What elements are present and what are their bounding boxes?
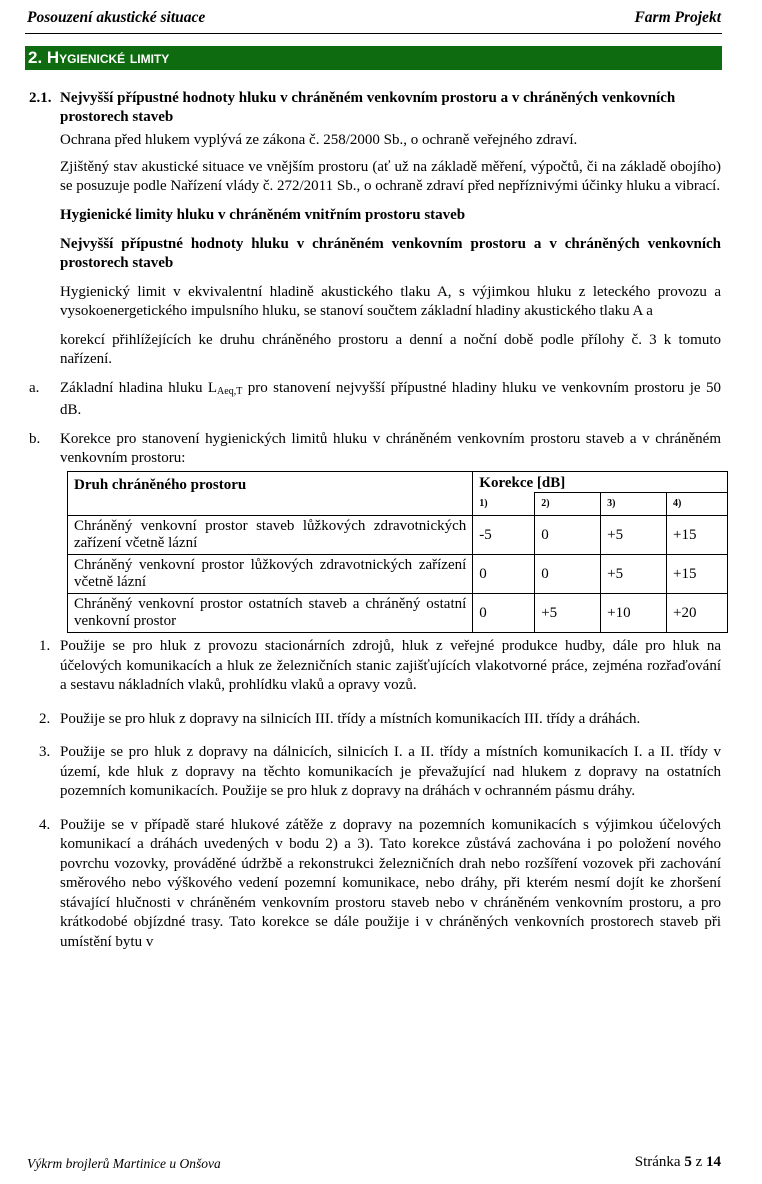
table-row bbox=[68, 594, 728, 633]
footnote-list bbox=[29, 637, 721, 952]
subsection-title: Nejvyšší přípustné hodnoty hluku v chráněném venkovním prostoru a v chráněných venkovních prostorech staveb bbox=[60, 90, 676, 125]
table-cell-label: Chráněný venkovní prostor staveb lůžkových zdravotnických zařízení včetně lázní bbox=[68, 516, 473, 555]
table-subheader-1: 1) bbox=[473, 493, 535, 516]
table-cell-value: 0 bbox=[473, 594, 535, 633]
table-cell-value: +5 bbox=[601, 516, 667, 555]
page-of: z bbox=[695, 1154, 703, 1170]
table-cell-value: -5 bbox=[473, 516, 535, 555]
footnote-text: Použije se pro hluk z dopravy na silnicích III. třídy a místních komunikacích III. třídy a dráhách. bbox=[60, 710, 641, 727]
list-text-a-pre: Základní hladina hluku L bbox=[60, 380, 218, 396]
footnote-number: 4. bbox=[39, 816, 51, 833]
current-page: 5 bbox=[684, 1154, 692, 1170]
list-item-b bbox=[29, 430, 721, 468]
paragraph-limit-definition: Hygienický limit v ekvivalentní hladině akustického tlaku A, s výjimkou hluku z leteckého provozu a vysokoenergetického impulsního hluku, se stanoví součtem základní hladiny akustického tlaku A a bbox=[60, 284, 721, 319]
footnote-text: Použije se pro hluk z provozu stacionárních zdrojů, hluk z veřejné produkce hudby, dále pro hluk na účelových komunikacích a hluk ze železničních stanic zajišťujících vlakotvorné práce, zejména rozřaďování a sestavu nákladních vlaků, prohlídku vlaků a opravy vozů. bbox=[60, 638, 721, 693]
paragraph-law: Ochrana před hlukem vyplývá ze zákona č. 258/2000 Sb., o ochraně veřejného zdraví. bbox=[60, 132, 578, 148]
total-pages: 14 bbox=[706, 1154, 721, 1170]
body-text bbox=[29, 131, 721, 321]
table-cell-value: 0 bbox=[535, 516, 601, 555]
heading-outdoor-limits: Nejvyšší přípustné hodnoty hluku v chráněném venkovním prostoru a v chráněných venkovních prostorech staveb bbox=[60, 236, 721, 271]
list-text-b: Korekce pro stanovení hygienických limitů hluku v chráněném venkovním prostoru staveb a v chráněném venkovním prostoru: bbox=[60, 431, 721, 466]
table-subheader-2: 2) bbox=[535, 493, 601, 516]
table-header-row bbox=[68, 472, 728, 493]
table-header-type: Druh chráněného prostoru bbox=[68, 472, 473, 516]
list-item bbox=[29, 743, 721, 802]
table-row bbox=[68, 516, 728, 555]
page-number bbox=[635, 1154, 721, 1171]
list-item bbox=[29, 637, 721, 696]
table-cell-value: 0 bbox=[473, 555, 535, 594]
header-document-title: Posouzení akustické situace bbox=[27, 9, 206, 26]
paragraph-assessment: Zjištěný stav akustické situace ve vnějším prostoru (ať už na základě měření, výpočtů, či na základě obojího) se posuzuje podle Nařízení vlády č. 272/2011 Sb., o ochraně zdraví před nepříznivými účinky hluku a vibrací. bbox=[60, 159, 721, 194]
table-cell-value: +15 bbox=[667, 555, 728, 594]
list-label-a: a. bbox=[29, 380, 40, 396]
heading-indoor-limits: Hygienické limity hluku v chráněném vnitřním prostoru staveb bbox=[60, 207, 466, 223]
table-subheader-3: 3) bbox=[601, 493, 667, 516]
table-cell-value: +5 bbox=[601, 555, 667, 594]
paragraph-corrections: korekcí přihlížejících ke druhu chráněného prostoru a denní a noční době podle přílohy č. 3 k tomuto nařízení. bbox=[60, 332, 721, 367]
list-item bbox=[29, 816, 721, 953]
header-divider bbox=[25, 33, 722, 34]
table-cell-value: 0 bbox=[535, 555, 601, 594]
footnote-number: 2. bbox=[39, 710, 51, 727]
table-row bbox=[68, 555, 728, 594]
list-item bbox=[29, 710, 721, 730]
corrections-table bbox=[67, 471, 728, 633]
subsection-heading bbox=[29, 89, 721, 127]
list-label-b: b. bbox=[29, 431, 41, 447]
footnote-number: 1. bbox=[39, 638, 51, 654]
list-text-a-post: pro stanovení nejvyšší přípustné hladiny hluku ve venkovním prostoru je 50 dB. bbox=[60, 380, 722, 418]
table-subheader-4: 4) bbox=[667, 493, 728, 516]
table-cell-value: +10 bbox=[601, 594, 667, 633]
subsection-number: 2.1. bbox=[29, 90, 52, 106]
list-item-a bbox=[29, 379, 721, 420]
table-cell-label: Chráněný venkovní prostor ostatních staveb a chráněný ostatní venkovní prostor bbox=[68, 594, 473, 633]
footer-project-name: Výkrm brojlerů Martinice u Onšova bbox=[27, 1156, 221, 1171]
header-company: Farm Projekt bbox=[634, 9, 721, 26]
list-text-a-sub: Aeq,T bbox=[217, 386, 243, 397]
table-cell-value: +20 bbox=[667, 594, 728, 633]
table-cell-value: +15 bbox=[667, 516, 728, 555]
page-content bbox=[29, 89, 721, 966]
section-heading: 2. Hygienické limity bbox=[25, 46, 722, 70]
footnote-text: Použije se v případě staré hlukové zátěže z dopravy na pozemních komunikacích s výjimkou účelových komunikací a dráhách uvedených v bodu 2) a 3). Tato korekce zůstává zachována i po položení nového povrchu vozovky, prováděné údržbě a rekonstrukci železničních drah nebo rozšíření vozovek při zachování směrového nebo výškového vedení pozemní komunikace, nebo dráhy, při kterém nesmí dojít ke zhoršení stávající hlučnosti v chráněném venkovním prostoru staveb nebo v chráněném venkovním prostoru, a pro krátkodobé objízdné trasy. Tato korekce se dále použije i v chráněných venkovních prostorech staveb při umístění bytu v bbox=[60, 816, 721, 950]
table-cell-label: Chráněný venkovní prostor lůžkových zdravotnických zařízení včetně lázní bbox=[68, 555, 473, 594]
page-label: Stránka bbox=[634, 1154, 681, 1170]
footnote-text: Použije se pro hluk z dopravy na dálnicích, silnicích I. a II. třídy a místních komunikacích I. a II. třídy v území, kde hluk z dopravy na těchto komunikacích je převažující nad hlukem z dopravy na ostatních pozemních komunikacích. Použije se pro hluk z dopravy na dráhách v ochranném pásmu dráhy. bbox=[60, 744, 721, 799]
table-cell-value: +5 bbox=[535, 594, 601, 633]
footnote-number: 3. bbox=[39, 744, 51, 760]
table-header-corrections: Korekce [dB] bbox=[473, 472, 728, 493]
